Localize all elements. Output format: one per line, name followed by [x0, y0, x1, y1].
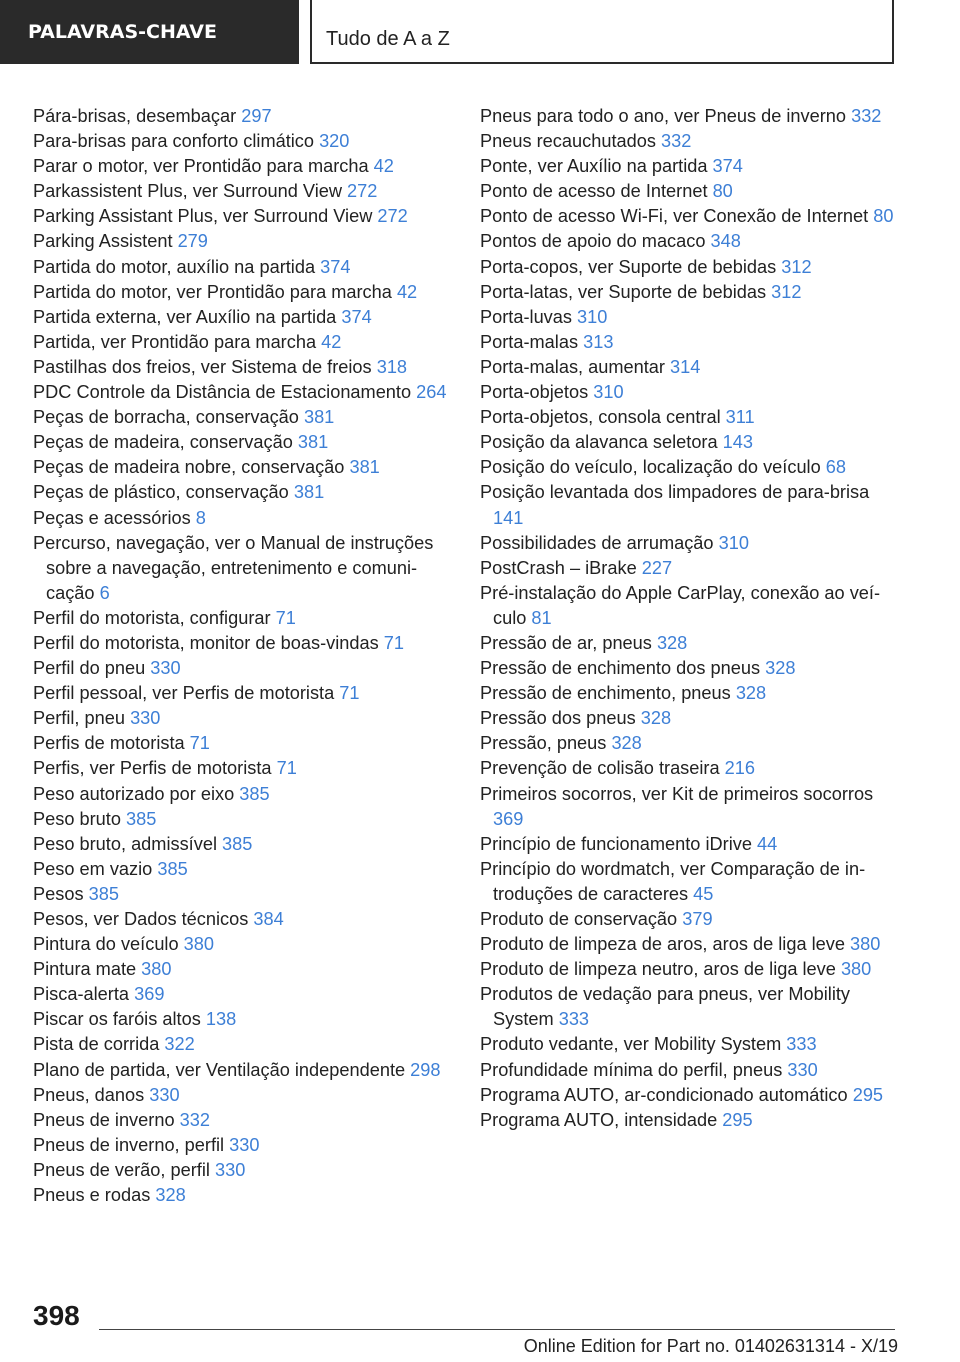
index-page-link[interactable]: 328 [640, 708, 672, 729]
index-page-link[interactable]: 332 [661, 131, 692, 152]
index-page-link[interactable]: 374 [712, 156, 743, 177]
index-entry-text: Piscar os faróis altos [33, 1009, 206, 1030]
index-entry-text: Programa AUTO, ar-condicionado automático [480, 1084, 853, 1105]
index-entry [33, 631, 458, 656]
index-entry-text: PDC Controle da Distância de Estacionamento [33, 382, 417, 403]
index-page-link[interactable]: 297 [241, 106, 272, 126]
index-entry [33, 179, 458, 204]
index-entry-text: Porta-luvas [480, 306, 578, 327]
index-entry-text: Peso autorizado por eixo [33, 783, 240, 804]
index-entry-text: Primeiros socorros, ver Kit de primeiros socorros [480, 783, 874, 804]
index-entry [480, 1058, 900, 1083]
index-page-link[interactable]: 330 [150, 658, 181, 679]
index-page-link[interactable]: 216 [724, 758, 756, 779]
index-page-link[interactable]: 312 [771, 281, 802, 302]
section-tab [0, 0, 299, 64]
index-page-link[interactable]: 330 [214, 1159, 246, 1180]
index-entry [33, 380, 458, 405]
index-entry-text: Peças de borracha, conservação [33, 407, 304, 428]
index-entry [33, 1133, 458, 1158]
index-entry-text: Perfil, pneu [33, 708, 131, 729]
index-entry-text: Pressão de ar, pneus [480, 632, 657, 653]
index-entry-text: Perfil do pneu [33, 658, 151, 679]
index-entry [33, 1032, 458, 1057]
index-page-link[interactable]: 330 [149, 1084, 180, 1105]
index-entry [33, 832, 458, 857]
index-entry [33, 204, 458, 229]
index-entry-text: Princípio de funcionamento iDrive [480, 833, 757, 854]
index-entry [33, 330, 458, 355]
index-entry-text: Partida do motor, ver Prontidão para marcha [33, 281, 397, 302]
index-page-link[interactable]: 44 [757, 833, 778, 854]
index-page-link[interactable]: 332 [179, 1109, 210, 1130]
index-entry [480, 430, 900, 455]
footer-divider [99, 1329, 895, 1330]
index-page-link[interactable]: 80 [712, 181, 733, 202]
index-entry [33, 455, 458, 480]
index-entry [33, 129, 458, 154]
index-page-link[interactable]: 322 [164, 1034, 195, 1055]
index-page-link[interactable]: 385 [239, 783, 270, 804]
index-entry-text: Profundidade mínima do perfil, pneus [480, 1059, 788, 1080]
index-page-link[interactable]: 380 [141, 959, 172, 980]
index-entry-text: Produto de limpeza neutro, aros de liga leve [480, 959, 841, 980]
index-entry [33, 882, 458, 907]
index-entry-text: Posição do veículo, localização do veículo [480, 457, 826, 478]
index-page-link[interactable]: 320 [319, 131, 350, 152]
index-entry [33, 305, 458, 330]
index-entry-text: Peso bruto, admissível [33, 833, 223, 854]
index-entry-text: Perfis de motorista [33, 733, 190, 754]
index-page-link[interactable]: 385 [126, 808, 157, 829]
index-page-link[interactable]: 264 [416, 382, 447, 403]
index-page-link[interactable]: 71 [276, 758, 297, 779]
index-page-link[interactable]: 385 [88, 883, 119, 904]
index-entry [480, 380, 900, 405]
index-entry-text: Pressão dos pneus [480, 708, 641, 729]
index-page-link[interactable]: 380 [183, 934, 215, 955]
index-entry [33, 731, 458, 756]
index-entry-text: Pneus de verão, perfil [33, 1159, 215, 1180]
index-entry-text: Partida, ver Prontidão para marcha [33, 331, 322, 352]
index-column-left [33, 104, 458, 1208]
index-entry-text: Percurso, navegação, ver o Manual de instruções sobre a navegação, entretenimento e comunicação [33, 532, 434, 603]
index-page-link[interactable]: 385 [222, 833, 253, 854]
index-entry [480, 832, 900, 857]
index-entry-text: Pintura mate [33, 959, 142, 980]
index-entry-text: Peças e acessórios [33, 507, 196, 528]
index-entry [33, 756, 458, 781]
index-page-link[interactable]: 328 [611, 733, 642, 754]
index-entry-text: Prevenção de colisão traseira [480, 758, 725, 779]
index-page-link[interactable]: 45 [693, 883, 714, 904]
index-entry [33, 255, 458, 280]
index-entry [480, 656, 900, 681]
index-entry-text: Posição levantada dos limpadores de para-brisa [480, 482, 870, 503]
index-page-link[interactable]: 374 [341, 306, 372, 327]
index-page-link[interactable]: 42 [396, 281, 418, 302]
index-entry [33, 405, 458, 430]
index-entry [480, 104, 900, 129]
index-entry [480, 782, 900, 832]
index-page-link[interactable]: 328 [155, 1185, 186, 1206]
index-entry-text: Produto vedante, ver Mobility System [480, 1034, 787, 1055]
index-page-link[interactable]: 330 [229, 1134, 260, 1155]
index-page-link[interactable]: 272 [377, 206, 408, 227]
index-entry [480, 681, 900, 706]
index-entry-text: Peças de madeira, conservação [33, 432, 298, 453]
index-page-link[interactable]: 313 [583, 331, 614, 352]
index-entry-text: Peças de madeira nobre, conservação [33, 457, 350, 478]
index-entry [480, 706, 900, 731]
index-entry-text: Pastilhas dos freios, ver Sistema de freios [33, 356, 377, 377]
index-entry-text: Produto de limpeza de aros, aros de liga leve [480, 934, 851, 955]
index-entry [33, 957, 458, 982]
index-page-link[interactable]: 80 [873, 206, 894, 227]
index-page-link[interactable]: 295 [852, 1084, 884, 1105]
index-page-link[interactable]: 310 [577, 306, 608, 327]
index-entry-text: Partida do motor, auxílio na partida [33, 256, 321, 277]
index-entry [33, 104, 458, 129]
index-entry-text: Perfil do motorista, configurar [33, 607, 276, 628]
index-entry-text: Para-brisas para conforto climático [33, 131, 320, 152]
index-entry-text: Perfil do motorista, monitor de boas-vindas [33, 632, 384, 653]
index-page-link[interactable]: 328 [656, 632, 688, 653]
index-entry [480, 455, 900, 480]
index-entry [480, 756, 900, 781]
index-entry [480, 531, 900, 556]
index-entry [33, 430, 458, 455]
index-page-link[interactable]: 279 [177, 231, 208, 252]
index-entry [33, 1183, 458, 1208]
index-entry-text: Programa AUTO, intensidade [480, 1109, 723, 1130]
index-entry [480, 1108, 900, 1133]
index-entry-text: PostCrash – iBrake [480, 557, 642, 578]
index-entry-text: Pisca-alerta [33, 984, 135, 1005]
index-page-link[interactable]: 227 [641, 557, 673, 578]
index-page-link[interactable]: 380 [840, 959, 872, 980]
index-entry-text: Pneus de inverno, perfil [33, 1134, 230, 1155]
index-entry-text: Porta-objetos [480, 382, 594, 403]
index-entry [33, 907, 458, 932]
edition-footer: Online Edition for Part no. 01402631314 - X/19 [523, 1336, 898, 1356]
index-entry [33, 154, 458, 179]
index-entry-text: Possibilidades de arrumação [480, 532, 719, 553]
index-entry [33, 506, 458, 531]
index-page-link[interactable]: 68 [825, 457, 847, 478]
page-number: 398 [33, 1300, 80, 1331]
index-entry-text: Princípio do wordmatch, ver Comparação de introduções de caracteres [480, 858, 866, 904]
index-entry [33, 1058, 458, 1083]
index-page-link[interactable]: 141 [493, 507, 524, 528]
index-entry [480, 255, 900, 280]
index-page-link[interactable]: 298 [410, 1059, 441, 1080]
index-entry [480, 204, 900, 229]
index-entry [480, 480, 900, 530]
index-column-right [480, 104, 900, 1133]
index-entry [33, 807, 458, 832]
index-page-link[interactable]: 328 [765, 658, 796, 679]
index-entry [480, 305, 900, 330]
index-page-link[interactable]: 310 [593, 382, 624, 403]
index-page-link[interactable]: 380 [850, 934, 881, 955]
index-entry-text: Parkassistent Plus, ver Surround View [33, 181, 348, 202]
index-entry [33, 782, 458, 807]
index-page-link[interactable]: 310 [718, 532, 749, 553]
index-entry [33, 656, 458, 681]
index-entry [480, 982, 900, 1032]
index-entry-text: Perfil pessoal, ver Perfis de motorista [33, 683, 340, 704]
index-entry [33, 1083, 458, 1108]
index-entry-text: Ponte, ver Auxílio na partida [480, 156, 713, 177]
index-entry [480, 330, 900, 355]
index-entry-text: Pneus de inverno [33, 1109, 180, 1130]
index-entry-text: Pontos de apoio do macaco [480, 231, 711, 252]
index-page-link[interactable]: 318 [376, 356, 408, 377]
index-page-link[interactable]: 333 [786, 1034, 817, 1055]
index-page-link[interactable]: 381 [349, 457, 380, 478]
index-page-link[interactable]: 385 [157, 858, 188, 879]
index-page-link[interactable]: 143 [722, 432, 754, 453]
index-entry [480, 631, 900, 656]
index-entry [33, 857, 458, 882]
index-entry-text: Parar o motor, ver Prontidão para marcha [33, 156, 374, 177]
index-entry [480, 229, 900, 254]
index-entry [480, 556, 900, 581]
index-page-link[interactable]: 348 [710, 231, 741, 252]
index-entry-text: Pneus e rodas [33, 1185, 156, 1206]
index-page-link[interactable]: 330 [130, 708, 161, 729]
index-entry-text: Pneus para todo o ano, ver Pneus de inverno [480, 106, 852, 126]
index-entry [480, 129, 900, 154]
index-entry [480, 355, 900, 380]
index-entry-text: Ponto de acesso Wi-Fi, ver Conexão de Internet [480, 206, 874, 227]
index-entry-text: Pára-brisas, desembaçar [33, 106, 242, 126]
index-entry [480, 405, 900, 430]
index-entry [33, 280, 458, 305]
index-entry [33, 1158, 458, 1183]
index-page-link[interactable]: 379 [682, 909, 713, 929]
index-entry [480, 857, 900, 907]
header-title: Tudo de A a Z [310, 0, 894, 64]
index-entry-text: Pressão de enchimento, pneus [480, 683, 736, 704]
index-entry [33, 681, 458, 706]
index-entry [480, 957, 900, 982]
index-page-link[interactable]: 330 [787, 1059, 818, 1080]
index-entry-text: Porta-latas, ver Suporte de bebidas [480, 281, 772, 302]
index-entry [33, 229, 458, 254]
index-entry [33, 531, 458, 606]
index-entry-text: Porta-copos, ver Suporte de bebidas [480, 256, 782, 277]
index-entry-text: Porta-objetos, consola central [480, 407, 726, 428]
index-entry [480, 154, 900, 179]
index-entry-text: Plano de partida, ver Ventilação independente [33, 1059, 411, 1080]
index-page-link[interactable]: 384 [253, 909, 284, 929]
index-entry-text: Porta-malas [480, 331, 584, 352]
index-page-link[interactable]: 314 [670, 356, 701, 377]
index-entry [33, 1007, 458, 1032]
index-entry [480, 731, 900, 756]
index-page-link[interactable]: 381 [297, 432, 329, 453]
index-page-link[interactable]: 381 [293, 482, 325, 503]
index-entry [33, 606, 458, 631]
index-page-link[interactable]: 81 [531, 607, 552, 628]
index-page-link[interactable]: 71 [383, 632, 405, 653]
index-entry [480, 179, 900, 204]
index-page-link[interactable]: 369 [134, 984, 165, 1005]
index-page-link[interactable]: 381 [303, 407, 335, 428]
index-page-link[interactable]: 42 [321, 331, 342, 352]
index-entry-text: Ponto de acesso de Internet [480, 181, 713, 202]
index-page-link[interactable]: 6 [99, 582, 110, 603]
index-entry-text: Peso em vazio [33, 858, 158, 879]
index-entry-text: Porta-malas, aumentar [480, 356, 671, 377]
index-entry [33, 1108, 458, 1133]
index-entry-text: Partida externa, ver Auxílio na partida [33, 306, 342, 327]
index-entry [33, 355, 458, 380]
index-page-link[interactable]: 374 [320, 256, 351, 277]
index-entry [480, 280, 900, 305]
index-entry [33, 480, 458, 505]
index-entry [480, 907, 900, 932]
index-page-link[interactable]: 138 [205, 1009, 237, 1030]
index-entry-text: Posição da alavanca seletora [480, 432, 723, 453]
index-entry [480, 932, 900, 957]
index-page-link[interactable]: 8 [195, 507, 206, 528]
index-entry-text: Pressão de enchimento dos pneus [480, 658, 766, 679]
index-page-link[interactable]: 71 [339, 683, 360, 704]
index-page-link[interactable]: 71 [275, 607, 296, 628]
index-entry-text: Peças de plástico, conservação [33, 482, 294, 503]
index-entry [33, 982, 458, 1007]
index-entry-text: Produto de conservação [480, 909, 683, 929]
index-entry-text: Pesos [33, 883, 89, 904]
index-page-link[interactable]: 333 [558, 1009, 590, 1030]
index-page-link[interactable]: 328 [735, 683, 767, 704]
index-page-link[interactable]: 332 [851, 106, 882, 126]
index-entry [480, 1083, 900, 1108]
index-entry-text: Parking Assistent [33, 231, 178, 252]
index-entry-text: Pré-instalação do Apple CarPlay, conexão ao veículo [480, 582, 881, 628]
index-page-link[interactable]: 42 [373, 156, 394, 177]
section-tab-label: PALAVRAS-CHAVE [28, 21, 217, 43]
index-page-link[interactable]: 312 [781, 256, 812, 277]
index-entry-text: Pista de corrida [33, 1034, 165, 1055]
index-entry [33, 932, 458, 957]
index-entry-text: Pressão, pneus [480, 733, 612, 754]
index-page-link[interactable]: 272 [347, 181, 378, 202]
index-entry-text: Perfis, ver Perfis de motorista [33, 758, 277, 779]
index-entry-text: Pneus, danos [33, 1084, 150, 1105]
index-entry [480, 581, 900, 631]
index-page-link[interactable]: 295 [722, 1109, 753, 1130]
index-page-link[interactable]: 369 [493, 808, 524, 829]
index-page-link[interactable]: 71 [189, 733, 210, 754]
index-entry-text: Pintura do veículo [33, 934, 184, 955]
index-entry [480, 1032, 900, 1057]
index-entry [33, 706, 458, 731]
index-entry-text: Pesos, ver Dados técnicos [33, 909, 254, 929]
index-entry-text: Peso bruto [33, 808, 127, 829]
index-page-link[interactable]: 311 [725, 407, 755, 428]
index-entry-text: Parking Assistant Plus, ver Surround View [33, 206, 378, 227]
index-entry-text: Pneus recauchutados [480, 131, 661, 152]
index-entry-text: Produtos de vedação para pneus, ver Mobility System [480, 984, 851, 1030]
